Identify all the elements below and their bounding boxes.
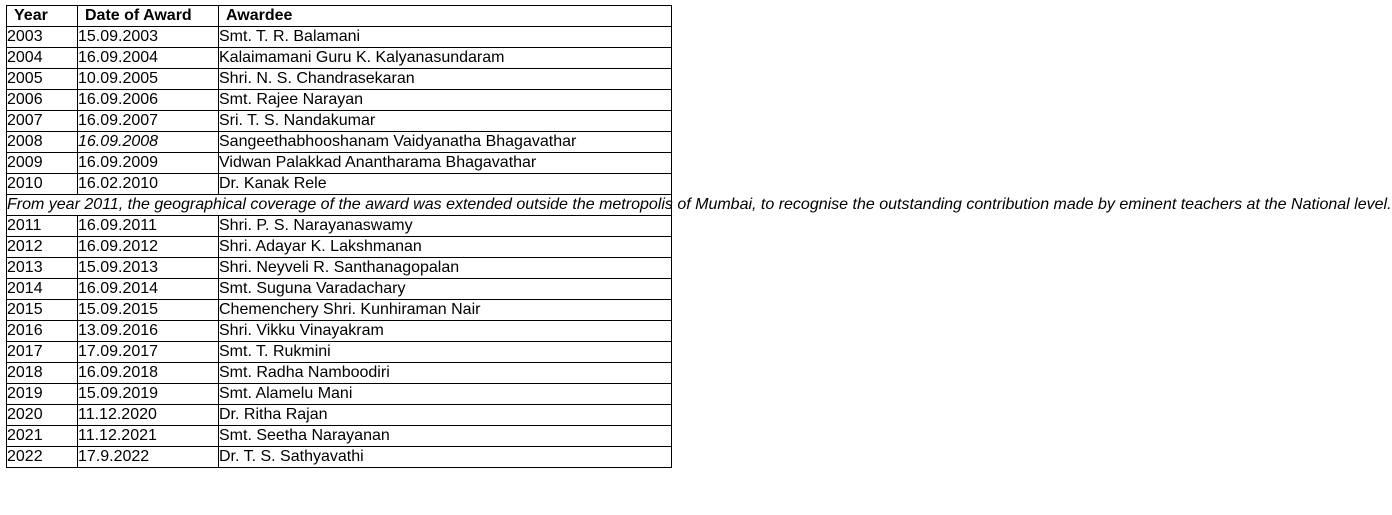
awardee-cell: Chemenchery Shri. Kunhiraman Nair xyxy=(219,300,672,321)
year-cell: 2005 xyxy=(7,69,78,90)
table-row xyxy=(7,447,672,468)
table-row xyxy=(7,69,672,90)
date-cell: 15.09.2013 xyxy=(78,258,219,279)
date-cell: 16.09.2009 xyxy=(78,153,219,174)
note-row xyxy=(7,195,672,216)
year-cell: 2019 xyxy=(7,384,78,405)
awardee-cell: Smt. Alamelu Mani xyxy=(219,384,672,405)
year-cell: 2015 xyxy=(7,300,78,321)
date-cell: 16.02.2010 xyxy=(78,174,219,195)
table-header xyxy=(7,6,672,27)
date-column-header: Date of Award xyxy=(78,6,219,27)
awardee-cell: Shri. P. S. Narayanaswamy xyxy=(219,216,672,237)
date-cell: 11.12.2020 xyxy=(78,405,219,426)
year-cell: 2017 xyxy=(7,342,78,363)
date-cell: 15.09.2015 xyxy=(78,300,219,321)
year-cell: 2009 xyxy=(7,153,78,174)
date-cell: 16.09.2007 xyxy=(78,111,219,132)
awardee-cell: Dr. Kanak Rele xyxy=(219,174,672,195)
year-cell: 2014 xyxy=(7,279,78,300)
awardee-cell: Smt. T. R. Balamani xyxy=(219,27,672,48)
table-row xyxy=(7,300,672,321)
awardee-column-header: Awardee xyxy=(219,6,672,27)
date-cell: 16.09.2012 xyxy=(78,237,219,258)
table-row xyxy=(7,258,672,279)
year-cell: 2003 xyxy=(7,27,78,48)
table-row xyxy=(7,174,672,195)
awardee-cell: Smt. T. Rukmini xyxy=(219,342,672,363)
table-row xyxy=(7,153,672,174)
table-row xyxy=(7,321,672,342)
awardee-cell: Shri. N. S. Chandrasekaran xyxy=(219,69,672,90)
year-cell: 2012 xyxy=(7,237,78,258)
table-row xyxy=(7,27,672,48)
year-cell: 2020 xyxy=(7,405,78,426)
awardee-cell: Dr. Ritha Rajan xyxy=(219,405,672,426)
awards-table xyxy=(6,5,1392,468)
awardee-cell: Kalaimamani Guru K. Kalyanasundaram xyxy=(219,48,672,69)
year-cell: 2007 xyxy=(7,111,78,132)
date-cell: 15.09.2003 xyxy=(78,27,219,48)
awardee-cell: Shri. Neyveli R. Santhanagopalan xyxy=(219,258,672,279)
table-body-before-note xyxy=(7,27,672,195)
date-cell: 10.09.2005 xyxy=(78,69,219,90)
year-cell: 2006 xyxy=(7,90,78,111)
date-cell: 16.09.2008 xyxy=(78,132,219,153)
awardee-cell: Dr. T. S. Sathyavathi xyxy=(219,447,672,468)
awardee-cell: Shri. Adayar K. Lakshmanan xyxy=(219,237,672,258)
date-cell: 11.12.2021 xyxy=(78,426,219,447)
table-row xyxy=(7,132,672,153)
table-row xyxy=(7,90,672,111)
date-cell: 16.09.2018 xyxy=(78,363,219,384)
awardee-cell: Smt. Radha Namboodiri xyxy=(219,363,672,384)
table-row xyxy=(7,216,672,237)
date-cell: 16.09.2014 xyxy=(78,279,219,300)
year-cell: 2010 xyxy=(7,174,78,195)
date-cell: 16.09.2006 xyxy=(78,90,219,111)
date-cell: 16.09.2011 xyxy=(78,216,219,237)
header-row xyxy=(7,6,672,27)
date-cell: 17.9.2022 xyxy=(78,447,219,468)
year-cell: 2011 xyxy=(7,216,78,237)
year-column-header: Year xyxy=(7,6,78,27)
table-row xyxy=(7,363,672,384)
table-row xyxy=(7,48,672,69)
awardee-cell: Vidwan Palakkad Anantharama Bhagavathar xyxy=(219,153,672,174)
year-cell: 2016 xyxy=(7,321,78,342)
date-cell: 16.09.2004 xyxy=(78,48,219,69)
note-section xyxy=(7,195,1392,216)
awardee-cell: Sri. T. S. Nandakumar xyxy=(219,111,672,132)
year-cell: 2018 xyxy=(7,363,78,384)
year-cell: 2004 xyxy=(7,48,78,69)
awardee-cell: Sangeethabhooshanam Vaidyanatha Bhagavathar xyxy=(219,132,672,153)
date-cell: 13.09.2016 xyxy=(78,321,219,342)
year-cell: 2022 xyxy=(7,447,78,468)
year-cell: 2021 xyxy=(7,426,78,447)
table-row xyxy=(7,405,672,426)
awardee-cell: Shri. Vikku Vinayakram xyxy=(219,321,672,342)
coverage-note: From year 2011, the geographical coverage of the award was extended outside the metropolis of Mumbai, to recognise the outstanding contribution made by eminent teachers at the National level. xyxy=(7,195,672,216)
table-row xyxy=(7,279,672,300)
date-cell: 15.09.2019 xyxy=(78,384,219,405)
year-cell: 2013 xyxy=(7,258,78,279)
table-row xyxy=(7,111,672,132)
awardee-cell: Smt. Suguna Varadachary xyxy=(219,279,672,300)
awardee-cell: Smt. Seetha Narayanan xyxy=(219,426,672,447)
year-cell: 2008 xyxy=(7,132,78,153)
table-row xyxy=(7,384,672,405)
table-row xyxy=(7,342,672,363)
awardee-cell: Smt. Rajee Narayan xyxy=(219,90,672,111)
date-cell: 17.09.2017 xyxy=(78,342,219,363)
table-row xyxy=(7,426,672,447)
table-row xyxy=(7,237,672,258)
table-body-after-note xyxy=(7,216,672,468)
